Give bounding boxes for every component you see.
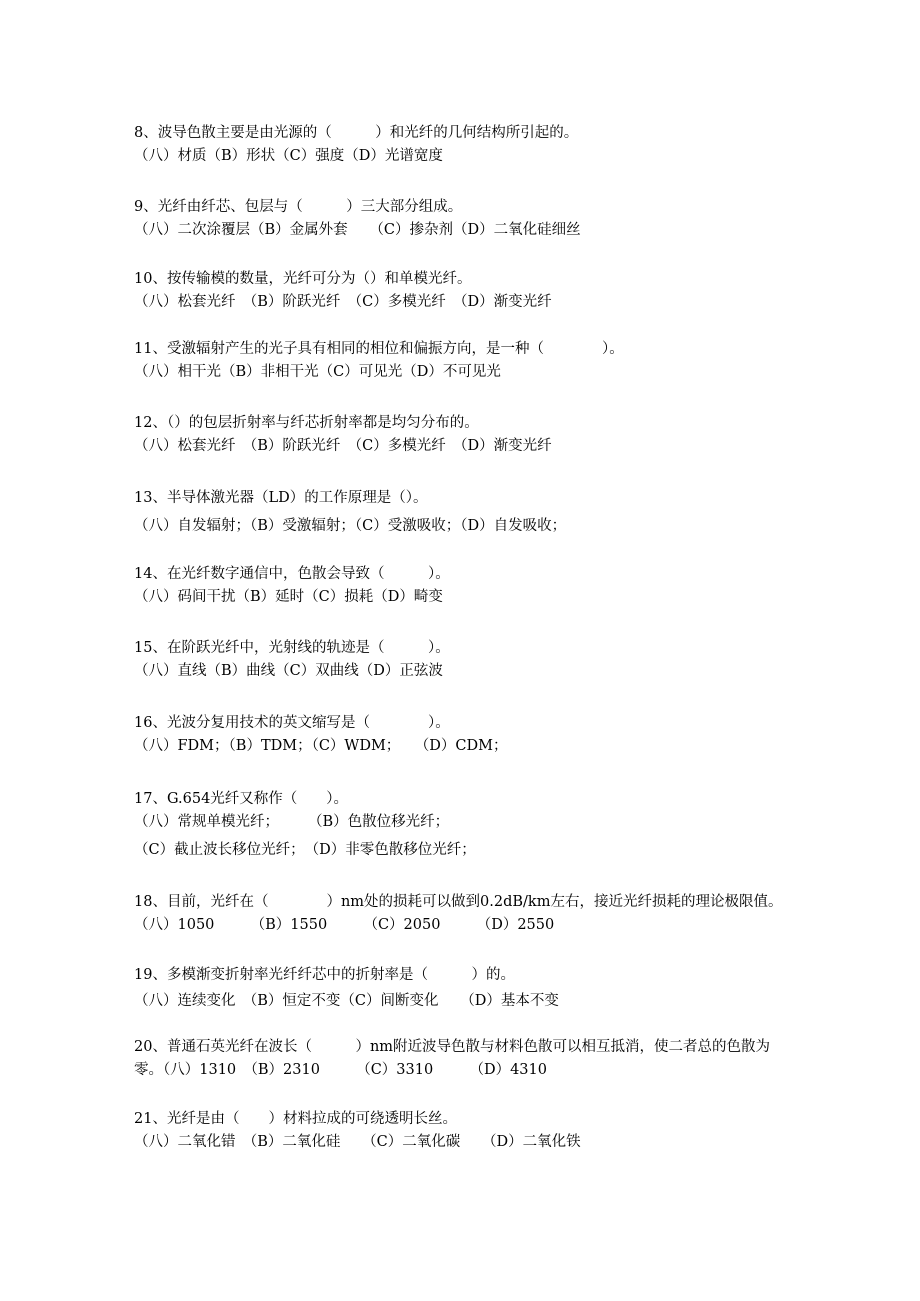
question-stem: 12、（）的包层折射率与纤芯折射率都是均匀分布的。 (134, 415, 479, 431)
question-14 (134, 563, 818, 609)
question-8 (134, 122, 818, 168)
question-10 (134, 268, 818, 314)
question-options: （八）1050 （B）1550 （C）2050 （D）2550 (134, 917, 555, 933)
question-stem: 19、多模渐变折射率光纤纤芯中的折射率是（ ）的。 (134, 967, 515, 983)
question-options: （八）常规单模光纤； （B）色散位移光纤； (134, 814, 450, 830)
question-options: （八）相干光（B）非相干光（C）可见光（D）不可见光 (134, 364, 501, 380)
question-17 (134, 788, 818, 862)
question-options: （八）二氧化错 （B）二氧化硅 （C）二氧化碳 （D）二氧化铁 (134, 1134, 581, 1150)
question-options: （八）二次涂覆层（B）金属外套 （C）掺杂剂（D）二氧化硅细丝 (134, 222, 581, 238)
question-stem: 11、受激辐射产生的光子具有相同的相位和偏振方向，是一种（ ）。 (134, 341, 624, 357)
question-options: （八）码间干扰（B）延时（C）损耗（D）畸变 (134, 589, 443, 605)
question-11 (134, 338, 818, 384)
question-options: （八）松套光纤 （B）阶跃光纤 （C）多模光纤 （D）渐变光纤 (134, 438, 552, 454)
question-options: （八）连续变化 （B）恒定不变（C）间断变化 （D）基本不变 (134, 993, 559, 1009)
question-20 (134, 1036, 818, 1082)
question-options: （八）材质（B）形状（C）强度（D）光谱宽度 (134, 148, 443, 164)
question-13 (134, 487, 818, 538)
question-stem: 21、光纤是由（ ）材料拉成的可绕透明长丝。 (134, 1111, 457, 1127)
question-19 (134, 964, 818, 1013)
question-9 (134, 196, 818, 242)
question-options: （八）松套光纤 （B）阶跃光纤 （C）多模光纤 （D）渐变光纤 (134, 294, 552, 310)
question-options: （C）截止波长移位光纤； （D）非零色散移位光纤； (134, 842, 476, 858)
question-12 (134, 412, 818, 458)
question-15 (134, 637, 818, 683)
question-stem: 18、目前，光纤在（ ）nm处的损耗可以做到0.2dB/km左右，接近光纤损耗的理论极限值。 (134, 894, 783, 910)
question-options: （八）FDM；（B）TDM；（C）WDM； （D）CDM； (134, 738, 508, 754)
question-stem: 20、普通石英光纤在波长（ ）nm附近波导色散与材料色散可以相互抵消，使二者总的色散为 (134, 1039, 771, 1055)
question-stem: 15、在阶跃光纤中，光射线的轨迹是（ ）。 (134, 640, 450, 656)
question-stem: 9、光纤由纤芯、包层与（ ）三大部分组成。 (134, 199, 463, 215)
question-16 (134, 712, 818, 758)
question-18 (134, 891, 818, 937)
question-options: 零。（八）1310 （B）2310 （C）3310 （D）4310 (134, 1062, 547, 1078)
question-stem: 10、按传输模的数量，光纤可分为（）和单模光纤。 (134, 271, 472, 287)
question-stem: 16、光波分复用技术的英文缩写是（ ）。 (134, 715, 450, 731)
question-stem: 13、半导体激光器（LD）的工作原理是（）。 (134, 490, 428, 506)
question-21 (134, 1108, 818, 1154)
question-options: （八）直线（B）曲线（C）双曲线（D）正弦波 (134, 663, 443, 679)
question-stem: 14、在光纤数字通信中，色散会导致（ ）。 (134, 566, 450, 582)
question-stem: 8、波导色散主要是由光源的（ ）和光纤的几何结构所引起的。 (134, 125, 579, 141)
question-stem: 17、G.654光纤又称作（ ）。 (134, 791, 349, 807)
question-options: （八）自发辐射；（B）受激辐射；（C）受激吸收；（D）自发吸收； (134, 518, 567, 534)
